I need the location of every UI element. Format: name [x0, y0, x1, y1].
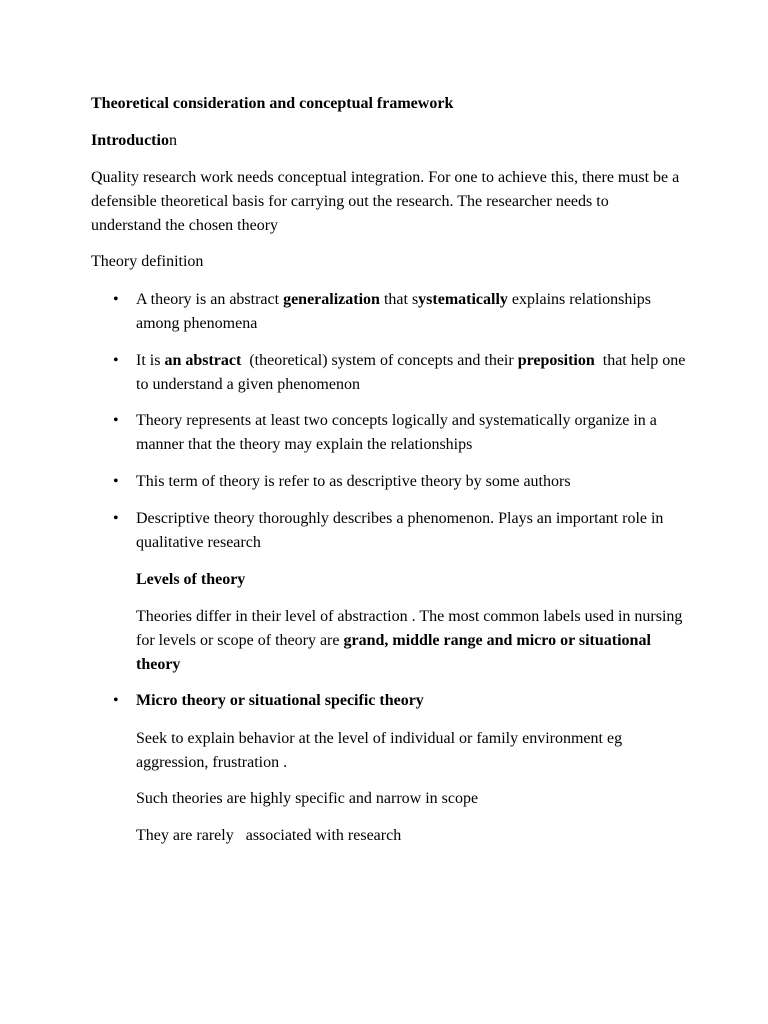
document-title	[91, 92, 681, 116]
bullet-1-bold-a: generalization	[283, 291, 380, 308]
levels-paragraph-bold: grand, middle range and micro or situational theory	[136, 632, 651, 673]
levels-paragraph	[136, 605, 686, 677]
micro-paragraph: Seek to explain behavior at the level of individual or family environment eg aggression, frustration .	[136, 730, 623, 771]
bullet-marker: •	[113, 291, 119, 308]
intro-heading-bold: Introductio	[91, 132, 169, 149]
document-title-text: Theoretical consideration and conceptual framework	[91, 95, 454, 112]
bullet-marker: •	[113, 352, 119, 369]
bullet-2-text-b: (theoretical) system of concepts and their	[241, 352, 518, 369]
theory-definition-heading: Theory definition	[91, 253, 204, 270]
bullet-item-1	[136, 288, 686, 336]
levels-heading: Levels of theory	[136, 571, 246, 588]
bullet-marker: •	[113, 692, 119, 709]
bullet-4-text: This term of theory is refer to as descriptive theory by some authors	[136, 473, 571, 490]
bullet-2-text-c: that help one to understand a given phenomenon	[136, 352, 690, 393]
bullet-1-text-b: that s	[379, 291, 419, 308]
bullet-1-text-c: explains relationships among phenomena	[136, 291, 652, 332]
narrow-paragraph: Such theories are highly specific and narrow in scope	[136, 790, 479, 807]
micro-theory-bullet: Micro theory or situational specific theory	[136, 692, 424, 709]
intro-paragraph: Quality research work needs conceptual integration. For one to achieve this, there must be a defensible theoretical basis for carrying out the research. The researcher needs to understand the chosen theory	[91, 169, 680, 234]
bullet-5-text: Descriptive theory thoroughly describes a phenomenon. Plays an important role in qualitative research	[136, 510, 664, 551]
bullet-item-4	[136, 470, 686, 494]
levels-paragraph-text: Theories differ in their level of abstraction . The most common labels used in nursing for levels or scope of theory are	[136, 608, 683, 649]
bullet-item-3	[136, 409, 686, 457]
bullet-1-text-a: A theory is an abstract	[136, 291, 284, 308]
intro-heading	[91, 129, 681, 153]
bullet-1-bold-b: ystematically	[418, 291, 508, 308]
rarely-paragraph: They are rarely associated with research	[136, 827, 402, 844]
intro-heading-tail: n	[168, 132, 177, 149]
bullet-item-5	[136, 507, 686, 555]
bullet-item-2	[136, 349, 690, 397]
bullet-2-text-a: It is	[136, 352, 165, 369]
bullet-marker: •	[113, 510, 119, 527]
bullet-2-bold-a: an abstract	[164, 352, 242, 369]
bullet-3-text: Theory represents at least two concepts logically and systematically organize in a manner that the theory may explain the relationships	[136, 412, 657, 453]
bullet-2-bold-b: preposition	[517, 352, 595, 369]
bullet-marker: •	[113, 412, 119, 429]
bullet-marker: •	[113, 473, 119, 490]
